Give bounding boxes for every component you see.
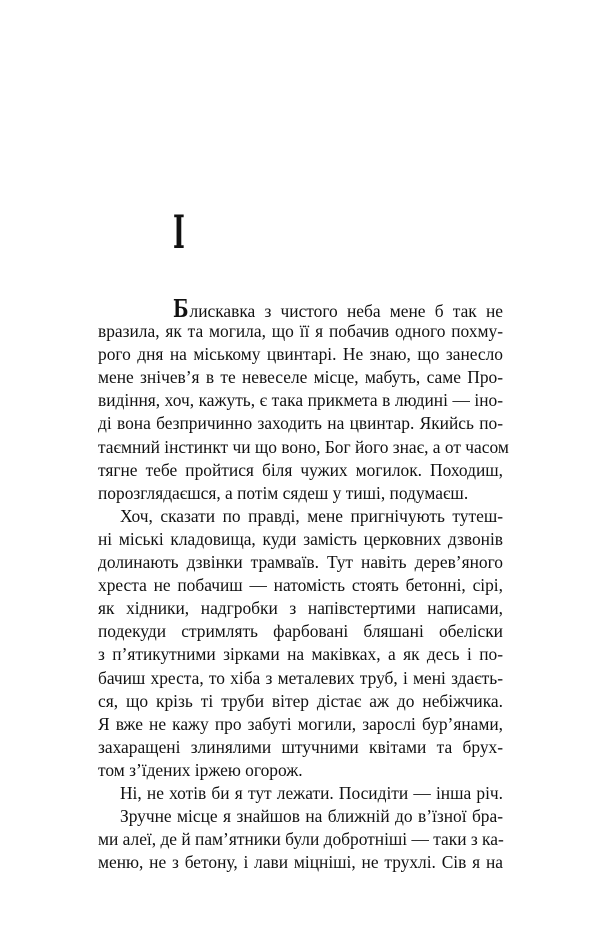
text-line-content: бачиш хреста, то хіба з металевих труб, і мені здаєть- [98, 667, 503, 688]
chapter-number: I [173, 205, 185, 259]
text-line [98, 851, 503, 874]
text-line [98, 412, 503, 435]
text-line [98, 320, 503, 343]
text-line [98, 597, 503, 620]
text-line [98, 436, 509, 459]
text-line [98, 759, 503, 782]
text-line-content: захаращені злинялими штучними квітами та брух- [98, 736, 503, 757]
text-line [98, 366, 503, 389]
text-line-content: тягне тебе пройтися біля чужих могилок. Походиш, [98, 459, 503, 480]
text-line [98, 690, 503, 713]
text-line-content: таємний інстинкт чи що воно, Бог його знає, а от часом [98, 436, 509, 457]
text-line [98, 828, 503, 851]
text-line-content: Я вже не кажу про забуті могили, зарослі бур’янами, [98, 713, 503, 734]
text-line-content: меню, не з бетону, і лави міцніші, не трухлі. Сів я на [98, 852, 503, 873]
text-line [98, 389, 503, 412]
text-line-content: видіння, хоч, кажуть, є така прикмета в людині — іно- [98, 390, 503, 411]
text-line-content: ні міські кладовища, куди замість церковних дзвонів [98, 528, 503, 549]
text-line [98, 667, 503, 690]
text-line [98, 528, 503, 551]
chapter-text [98, 294, 509, 874]
text-line [98, 459, 503, 482]
text-line-content: лискавка з чистого неба мене б так не [189, 301, 503, 321]
text-line-content: Хоч, сказати по правді, мене пригнічують тутеш- [120, 505, 503, 526]
text-line-content: Ні, не хотів би я тут лежати. Посидіти — інша річ. [120, 782, 503, 803]
text-line [98, 736, 503, 759]
text-line [98, 713, 503, 736]
text-line-content: ді вона безпричинно заходить на цвинтар. Якийсь по- [98, 413, 503, 434]
text-line-content: хреста не побачиш — натомість стоять бетонні, сірі, [98, 575, 503, 596]
text-line [98, 574, 503, 597]
text-line-content: мене знічев’я в те невеселе місце, мабуть, саме Про- [98, 367, 503, 388]
text-line-content: долинають дзвінки трамваїв. Тут навіть дерев’яного [98, 552, 503, 573]
text-line [98, 482, 503, 505]
text-line [98, 505, 503, 528]
text-line-content: як хідники, надгробки з напівстертими написами, [98, 598, 503, 619]
text-line [98, 782, 503, 805]
text-line [98, 620, 503, 643]
text-line [98, 294, 503, 323]
text-line [98, 551, 503, 574]
text-line-content: подекуди стримлять фарбовані бляшані обеліски [98, 621, 503, 642]
text-line [98, 643, 503, 666]
text-line-content: з п’ятикутними зірками на маківках, а як десь і по- [98, 644, 503, 665]
text-line-content: порозглядаєшся, а потім сядеш у тиші, подумаєш. [98, 482, 469, 503]
text-line-content: рого дня на міському цвинтарі. Не знаю, що занесло [98, 344, 503, 365]
drop-cap-letter: Б [173, 294, 189, 323]
text-line-content: Зручне місце я знайшов на ближній до в’їзної бра- [120, 806, 503, 827]
text-line [98, 343, 503, 366]
text-line-content: вразила, як та могила, що її я побачив одного похму- [98, 321, 503, 342]
text-line-content: ми алеї, де й пам’ятники були добротніші — таки з ка- [98, 829, 504, 850]
text-line [98, 805, 503, 828]
text-line-content: том з’їдених іржею огорож. [98, 759, 303, 780]
text-line-content: ся, що крізь ті труби вітер дістає аж до небіжчика. [98, 690, 503, 711]
